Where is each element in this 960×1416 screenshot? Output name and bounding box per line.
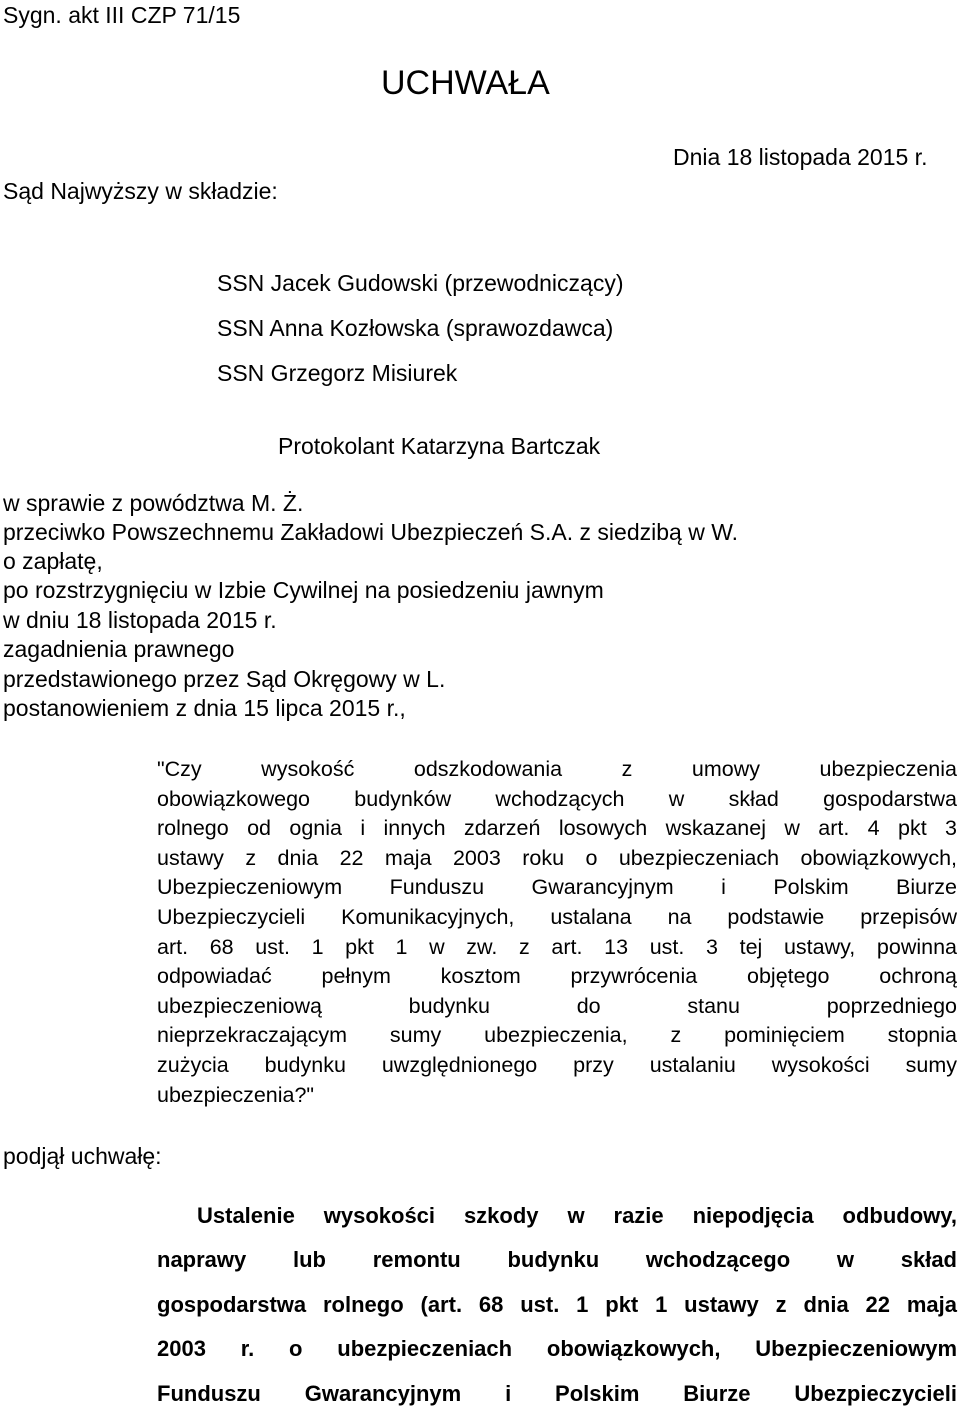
legal-question-line: nieprzekraczającym sumy ubezpieczenia, z pominięciem stopnia (157, 1023, 957, 1048)
case-detail-line: przeciwko Powszechnemu Zakładowi Ubezpieczeń S.A. z siedzibą w W. (3, 519, 739, 545)
resolution-label: podjął uchwałę: (3, 1143, 162, 1169)
legal-question (157, 755, 957, 1110)
court-clerk: Protokolant Katarzyna Bartczak (278, 433, 601, 459)
legal-question-line: ustawy z dnia 22 maja 2003 roku o ubezpieczeniach obowiązkowych, (157, 845, 957, 870)
case-detail-line: w sprawie z powództwa M. Ż. (3, 490, 304, 516)
case-detail-line: po rozstrzygnięciu w Izbie Cywilnej na posiedzeniu jawnym (3, 577, 604, 603)
legal-question-line: obowiązkowego budynków wchodzących w skład gospodarstwa (157, 786, 957, 811)
case-detail-line: zagadnienia prawnego (3, 636, 235, 662)
legal-question-line: Ubezpieczeniowym Funduszu Gwarancyjnym i Polskim Biurze (157, 875, 957, 900)
legal-question-line: rolnego od ognia i innych zdarzeń losowych wskazanej w art. 4 pkt 3 (157, 816, 957, 841)
judge-presiding: SSN Jacek Gudowski (przewodniczący) (217, 270, 624, 296)
legal-question-line: art. 68 ust. 1 pkt 1 w zw. z art. 13 ust. 3 tej ustawy, powinna (157, 934, 957, 959)
case-detail-line: w dniu 18 listopada 2015 r. (3, 607, 277, 633)
resolution-line: Ustalenie wysokości szkody w razie niepodjęcia odbudowy, (197, 1203, 957, 1228)
legal-question-line: ubezpieczenia?" (157, 1082, 315, 1107)
court-composition-label: Sąd Najwyższy w składzie: (3, 178, 278, 204)
resolution-line: naprawy lub remontu budynku wchodzącego w skład (157, 1247, 957, 1273)
judge-member: SSN Grzegorz Misiurek (217, 360, 458, 386)
resolution-line: gospodarstwa rolnego (art. 68 ust. 1 pkt 1 ustawy z dnia 22 maja (157, 1291, 957, 1317)
legal-question-line: odpowiadać pełnym kosztom przywrócenia objętego ochroną (157, 964, 957, 989)
legal-question-line: "Czy wysokość odszkodowania z umowy ubezpieczenia (157, 757, 957, 781)
resolution-text (157, 1194, 957, 1416)
resolution-line: Funduszu Gwarancyjnym i Polskim Biurze Ubezpieczycieli (157, 1380, 957, 1406)
judge-rapporteur: SSN Anna Kozłowska (sprawozdawca) (217, 315, 614, 341)
document-title: UCHWAŁA (381, 64, 550, 102)
resolution-line: 2003 r. o ubezpieczeniach obowiązkowych, Ubezpieczeniowym (157, 1336, 957, 1362)
legal-question-line: ubezpieczeniową budynku do stanu poprzedniego (157, 993, 957, 1018)
case-detail-line: przedstawionego przez Sąd Okręgowy w L. (3, 666, 446, 692)
resolution-date: Dnia 18 listopada 2015 r. (673, 144, 928, 170)
legal-question-line: zużycia budynku uwzględnionego przy ustalaniu wysokości sumy (157, 1052, 957, 1077)
case-detail-line: o zapłatę, (3, 548, 103, 574)
legal-question-line: Ubezpieczycieli Komunikacyjnych, ustalana na podstawie przepisów (157, 904, 957, 929)
case-detail-line: postanowieniem z dnia 15 lipca 2015 r., (3, 695, 406, 721)
case-number: Sygn. akt III CZP 71/15 (3, 2, 241, 28)
